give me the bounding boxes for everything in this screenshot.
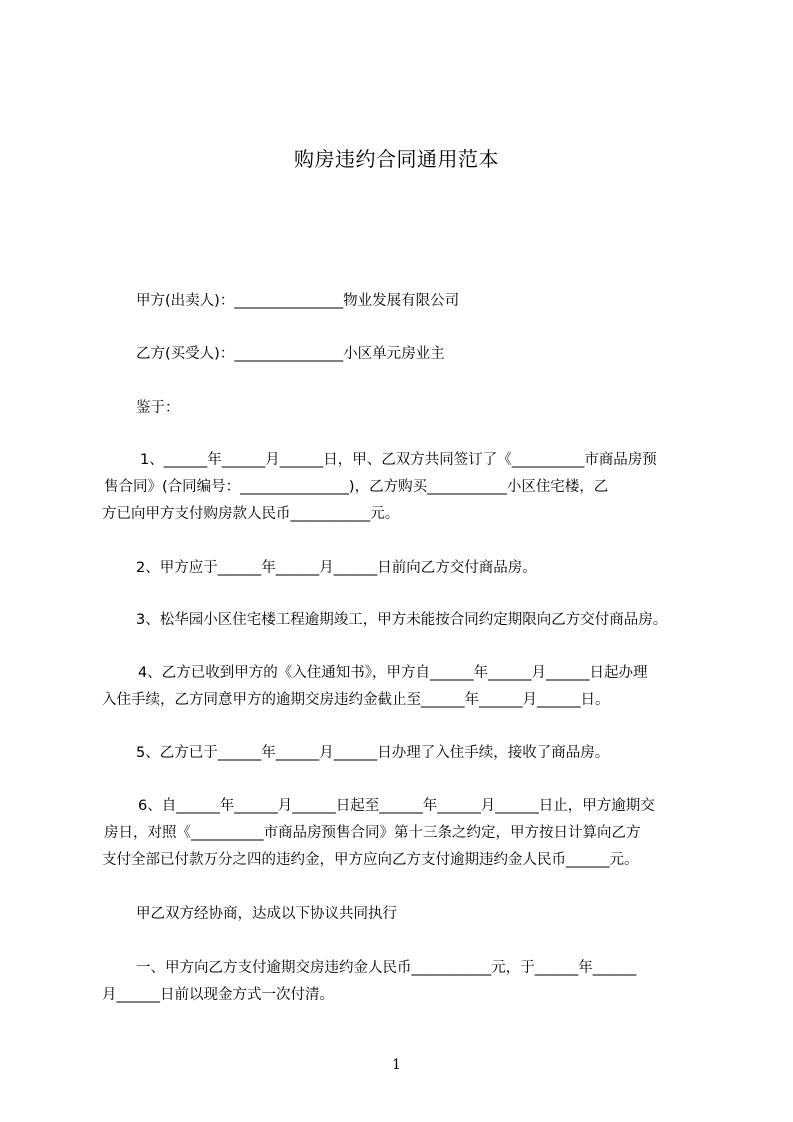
clause-6-line-1: 6、自______年______月______日起至______年______月______日止，甲方逾期交 [138,798,655,814]
article-1-line-2: 月______日前以现金方式一次付清。 [102,987,334,1003]
clause-4-line-2: 入住手续，乙方同意甲方的逾期交房违约金截止至______年______月______日。 [102,692,610,708]
clause-1-line-3: 方已向甲方支付购房款人民币___________元。 [102,506,400,522]
whereas-heading [102,395,722,422]
party-a-line [102,288,722,315]
clause-2-line-1: 2、甲方应于______年______月______日前向乙方交付商品房。 [136,560,537,576]
clause-6-line-2: 房日，对照《__________市商品房预售合同》第十三条之约定，甲方按日计算向乙方 [104,825,641,841]
clause-1-line-2: 售合同》(合同编号：_______________)，乙方购买___________小区住宅楼，乙 [104,479,609,495]
article-1 [102,955,722,1009]
clause-4 [102,660,722,714]
page-number: 1 [392,1057,401,1073]
article-1-line-1: 一、甲方向乙方支付逾期交房违约金人民币___________元，于______年______ [136,960,637,976]
clause-5-line-1: 5、乙方已于______年______月______日办理了入住手续，接收了商品房。 [136,745,610,761]
clause-4-line-1: 4、乙方已收到甲方的《入住通知书》，甲方自______年______月______日起办理 [138,665,648,681]
clause-3-line-1: 3、松华园小区住宅楼工程逾期竣工，甲方未能按合同约定期限向乙方交付商品房。 [136,612,668,628]
agreement-intro-text: 甲乙双方经协商，达成以下协议共同执行 [136,906,397,922]
clause-3 [102,607,722,634]
party-a-text: 甲方(出卖人)：_______________物业发展有限公司 [136,293,460,309]
clause-5 [102,740,722,767]
clause-1 [102,447,722,528]
clause-6-line-3: 支付全部已付款万分之四的违约金，甲方应向乙方支付逾期违约金人民币______元。 [102,852,639,868]
clause-2 [102,555,722,582]
agreement-intro [102,901,722,928]
party-b-line [102,341,722,368]
whereas-text: 鉴于： [136,400,180,416]
clause-1-line-1: 1、______年______月______日，甲、乙双方共同签订了《__________市商品房预 [140,452,657,468]
clause-6 [102,793,722,874]
document-title: 购房违约合同通用范本 [294,147,499,171]
party-b-text: 乙方(买受人)：_______________小区单元房业主 [136,346,445,362]
